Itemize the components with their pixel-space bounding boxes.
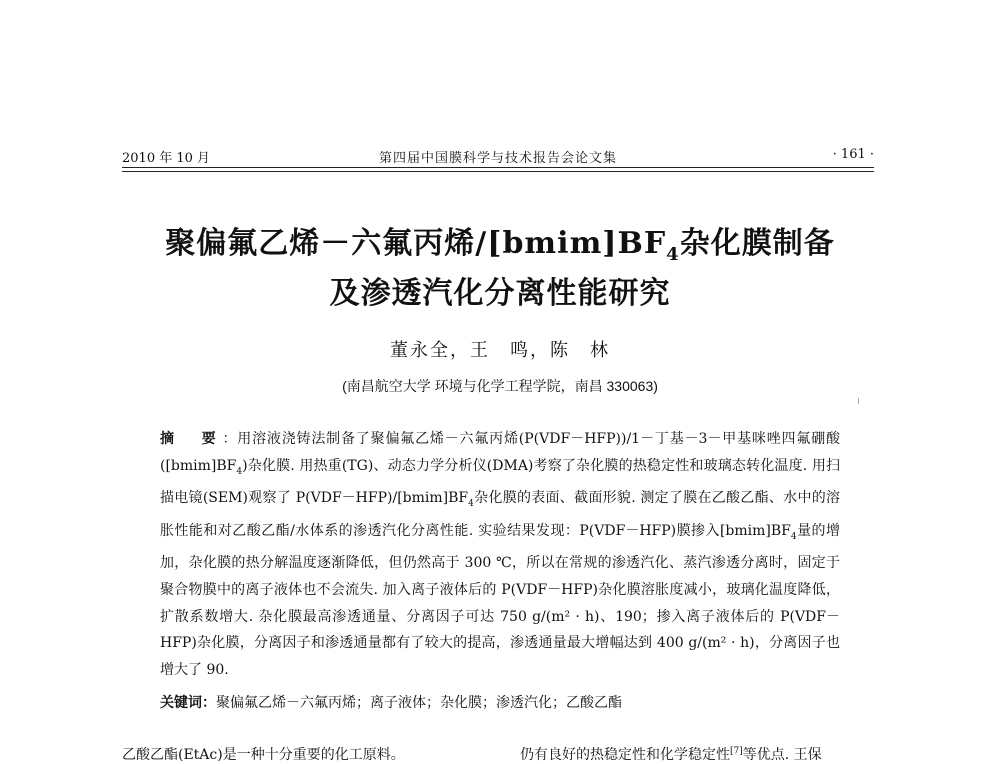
abstract-label: 摘 要 bbox=[160, 431, 223, 447]
citation-ref: [7] bbox=[730, 746, 743, 757]
header-rule-thick bbox=[122, 167, 874, 168]
body-text-left-column: 乙酸乙酯(EtAc)是一种十分重要的化工原料。 bbox=[122, 747, 405, 763]
body-text-right-column: 仍有良好的热稳定性和化学稳定性[7]等优点. 王保 bbox=[520, 746, 822, 763]
header-conference: 第四届中国膜科学与技术报告会论文集 bbox=[378, 151, 617, 166]
paper-title-line2: 及渗透汽化分离性能研究 bbox=[329, 276, 671, 311]
header-page-number: · 161 · bbox=[832, 147, 874, 162]
abstract: 摘 要：用溶液浇铸法制备了聚偏氟乙烯－六氟丙烯(P(VDF－HFP))/1－丁基－3－甲基咪唑四氟硼酸$([bmim]BF_4)$杂化膜. 用热重(TG)、动态力学分析仪(DMA)考察了杂化膜的热稳定性和玻璃态转化温度. 用扫描电镜(SEM)观察了 $P(VDF-HFP)/[bmim]BF_4$杂化膜的表面、截面形貌. 测定了膜在乙酸乙酯、水中的溶胀性能和对乙酸乙酯/水体系的渗透汽化分离性能. 实验结果发现：P(VDF－HFP)膜掺入$[bmim]BF_4$量的增加，杂化膜的热分解温度逐渐降低，但仍然高于 300 ℃，所以在常规的渗透汽化、蒸汽渗透分离时，固定于聚合物膜中的离子液体也不会流失. 加入离子液体后的 P(VDF－HFP)杂化膜溶胀度减小，玻璃化温度降低，扩散系数增大. 杂化膜最高渗透通量、分离因子可达 750 g/(m² · h)、190；掺入离子液体后的 P(VDF－HFP)杂化膜，分离因子和渗透通量都有了较大的提高，渗透通量最大增幅达到 400 g/(m² · h)，分离因子也增大了 90. bbox=[160, 431, 840, 679]
header-date: 2010 年 10 月 bbox=[122, 151, 211, 166]
affiliation: (南昌航空大学 环境与化学工程学院，南昌 330063) bbox=[342, 378, 658, 394]
margin-mark bbox=[858, 398, 859, 404]
running-header bbox=[122, 147, 874, 167]
authors: 董永全，王 鸣，陈 林 bbox=[390, 340, 610, 361]
keywords bbox=[160, 692, 840, 712]
paper-title-line1: 聚偏氟乙烯－六氟丙烯$/[bmim]BF_4$杂化膜制备 bbox=[165, 226, 835, 265]
header-rule-thin bbox=[122, 171, 874, 172]
keywords-text: 聚偏氟乙烯－六氟丙烯；离子液体；杂化膜；渗透汽化；乙酸乙酯 bbox=[216, 694, 622, 710]
keywords-label: 关键词： bbox=[160, 694, 216, 710]
